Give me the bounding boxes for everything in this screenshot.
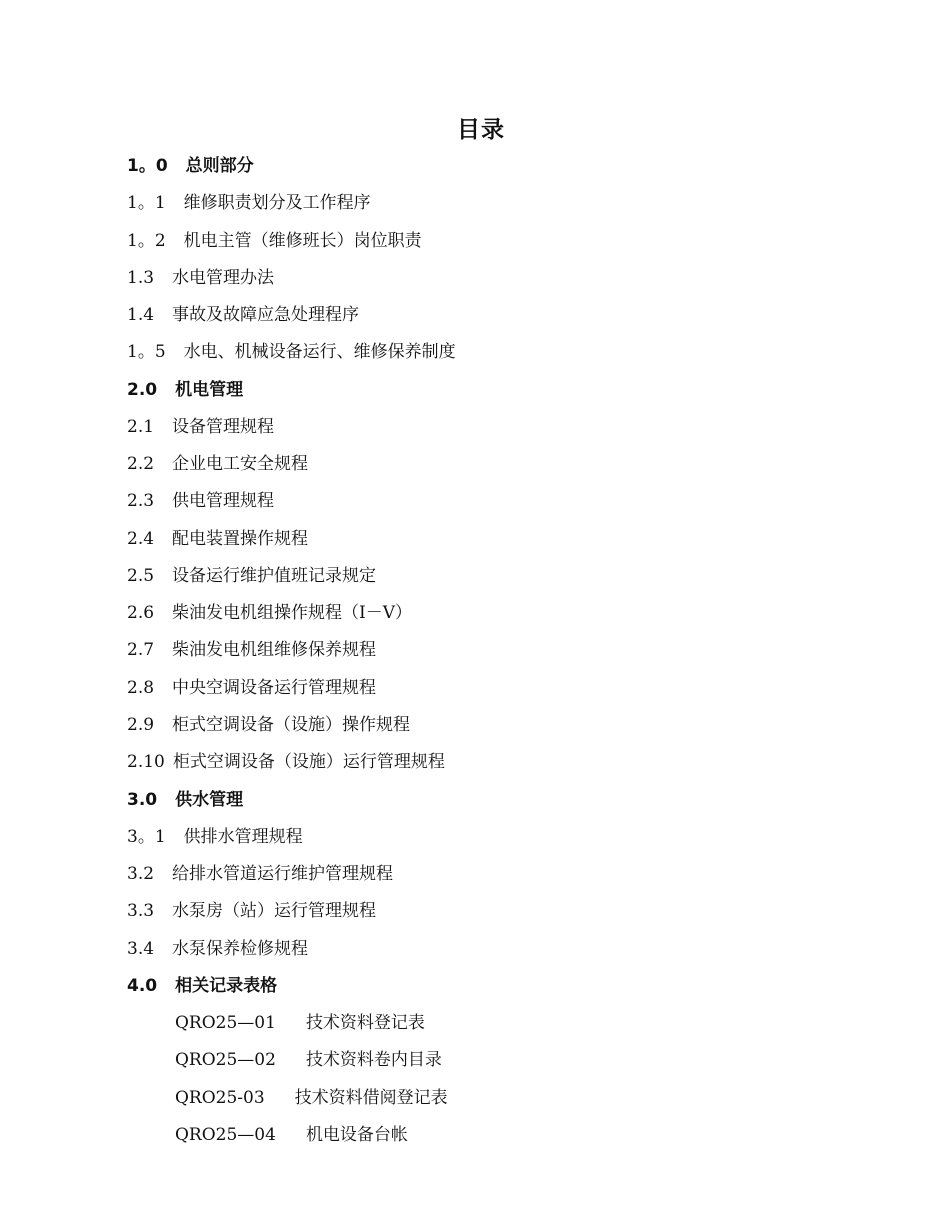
toc-entry-number: QRO25-03 <box>175 1087 265 1108</box>
toc-entry <box>127 188 887 225</box>
toc-entry-text: 设备管理规程 <box>172 416 275 437</box>
toc-entry <box>127 524 887 561</box>
toc-entry-text: 维修职责划分及工作程序 <box>183 193 371 214</box>
toc-entry-number: QRO25—01 <box>175 1013 276 1034</box>
toc-entry <box>127 226 887 263</box>
toc-entry-text: 柜式空调设备（设施）运行管理规程 <box>172 752 445 773</box>
toc-entry-number: 2.0 <box>127 379 158 400</box>
toc-entry-text: 企业电工安全规程 <box>172 454 309 475</box>
toc-entry-number: 3。1 <box>127 826 166 847</box>
toc-entry-number: 2.8 <box>127 677 155 698</box>
toc-entry-text: 机电管理 <box>175 379 244 400</box>
toc-entry-text: 水泵房（站）运行管理规程 <box>172 901 377 922</box>
toc-entry <box>127 934 887 971</box>
toc-entry <box>127 710 887 747</box>
toc-entry-number: 3.4 <box>127 938 155 959</box>
toc-entry <box>127 300 887 337</box>
toc-entry-number: 3.3 <box>127 901 155 922</box>
toc-entry-number: 2.4 <box>127 528 155 549</box>
toc-form-entry <box>127 1008 887 1045</box>
toc-entry-number: 2.1 <box>127 416 155 437</box>
toc-entry-text: 相关记录表格 <box>175 975 278 996</box>
toc-entry-number: 2.6 <box>127 603 155 624</box>
toc-entry-text: 事故及故障应急处理程序 <box>172 305 360 326</box>
toc-form-entry <box>127 1120 887 1157</box>
toc-entry-number: 2.10 <box>127 752 165 773</box>
toc-entry-number: QRO25—02 <box>175 1050 276 1071</box>
toc-entry-number: 3.0 <box>127 789 158 810</box>
toc-entry <box>127 337 887 374</box>
toc-entry-text: 机电设备台帐 <box>305 1124 408 1145</box>
toc-entry-text: 设备运行维护值班记录规定 <box>172 565 377 586</box>
toc-entry-number: 2.3 <box>127 491 155 512</box>
toc-section-heading <box>127 785 887 822</box>
toc-entry-number: 4.0 <box>127 975 158 996</box>
toc-entry-text: 中央空调设备运行管理规程 <box>172 677 377 698</box>
toc-entry <box>127 635 887 672</box>
toc-form-entry <box>127 1045 887 1082</box>
toc-entry <box>127 859 887 896</box>
toc-entry-number: 1。2 <box>127 230 166 251</box>
toc-entry-text: 柴油发电机组操作规程（Ⅰ－Ⅴ） <box>172 603 413 624</box>
toc-entry-number: 1.3 <box>127 267 155 288</box>
toc-entry <box>127 822 887 859</box>
toc-entry-number: 2.7 <box>127 640 155 661</box>
toc-entry-text: 技术资料卷内目录 <box>305 1050 442 1071</box>
toc-form-entry <box>127 1083 887 1120</box>
toc-entry-number: 1。0 <box>127 156 168 176</box>
toc-entry-text: 水电管理办法 <box>172 267 275 288</box>
toc-entry-number: 2.2 <box>127 454 155 475</box>
toc-entry <box>127 486 887 523</box>
toc-section-heading <box>127 375 887 412</box>
toc-entry <box>127 673 887 710</box>
page-title: 目录 <box>457 117 505 143</box>
toc-entry-text: 技术资料借阅登记表 <box>294 1087 448 1108</box>
toc-entry-number: 1。1 <box>127 193 166 214</box>
toc-entry-number: QRO25—04 <box>175 1124 276 1145</box>
toc-entry-text: 水泵保养检修规程 <box>172 938 309 959</box>
toc-entry-text: 技术资料登记表 <box>305 1013 425 1034</box>
toc-entry <box>127 412 887 449</box>
toc-entry-text: 柜式空调设备（设施）操作规程 <box>172 714 411 735</box>
toc-entry <box>127 896 887 933</box>
toc-entry-text: 给排水管道运行维护管理规程 <box>172 864 394 885</box>
toc-entry-text: 水电、机械设备运行、维修保养制度 <box>183 342 456 363</box>
toc-entry-text: 供电管理规程 <box>172 491 275 512</box>
table-of-contents <box>127 151 887 1157</box>
toc-entry-text: 总则部分 <box>185 156 254 176</box>
toc-entry <box>127 449 887 486</box>
toc-entry-text: 供水管理 <box>175 789 244 810</box>
toc-entry <box>127 263 887 300</box>
toc-section-heading <box>127 151 887 188</box>
toc-entry-text: 机电主管（维修班长）岗位职责 <box>183 230 422 251</box>
toc-entry-number: 2.5 <box>127 565 155 586</box>
toc-section-heading <box>127 971 887 1008</box>
toc-entry-number: 2.9 <box>127 714 155 735</box>
toc-entry <box>127 598 887 635</box>
toc-entry <box>127 561 887 598</box>
toc-entry-text: 柴油发电机组维修保养规程 <box>172 640 377 661</box>
toc-entry-number: 1.4 <box>127 305 155 326</box>
toc-entry-number: 3.2 <box>127 864 155 885</box>
toc-entry <box>127 747 887 784</box>
toc-entry-text: 供排水管理规程 <box>183 826 303 847</box>
toc-entry-number: 1。5 <box>127 342 166 363</box>
toc-entry-text: 配电装置操作规程 <box>172 528 309 549</box>
